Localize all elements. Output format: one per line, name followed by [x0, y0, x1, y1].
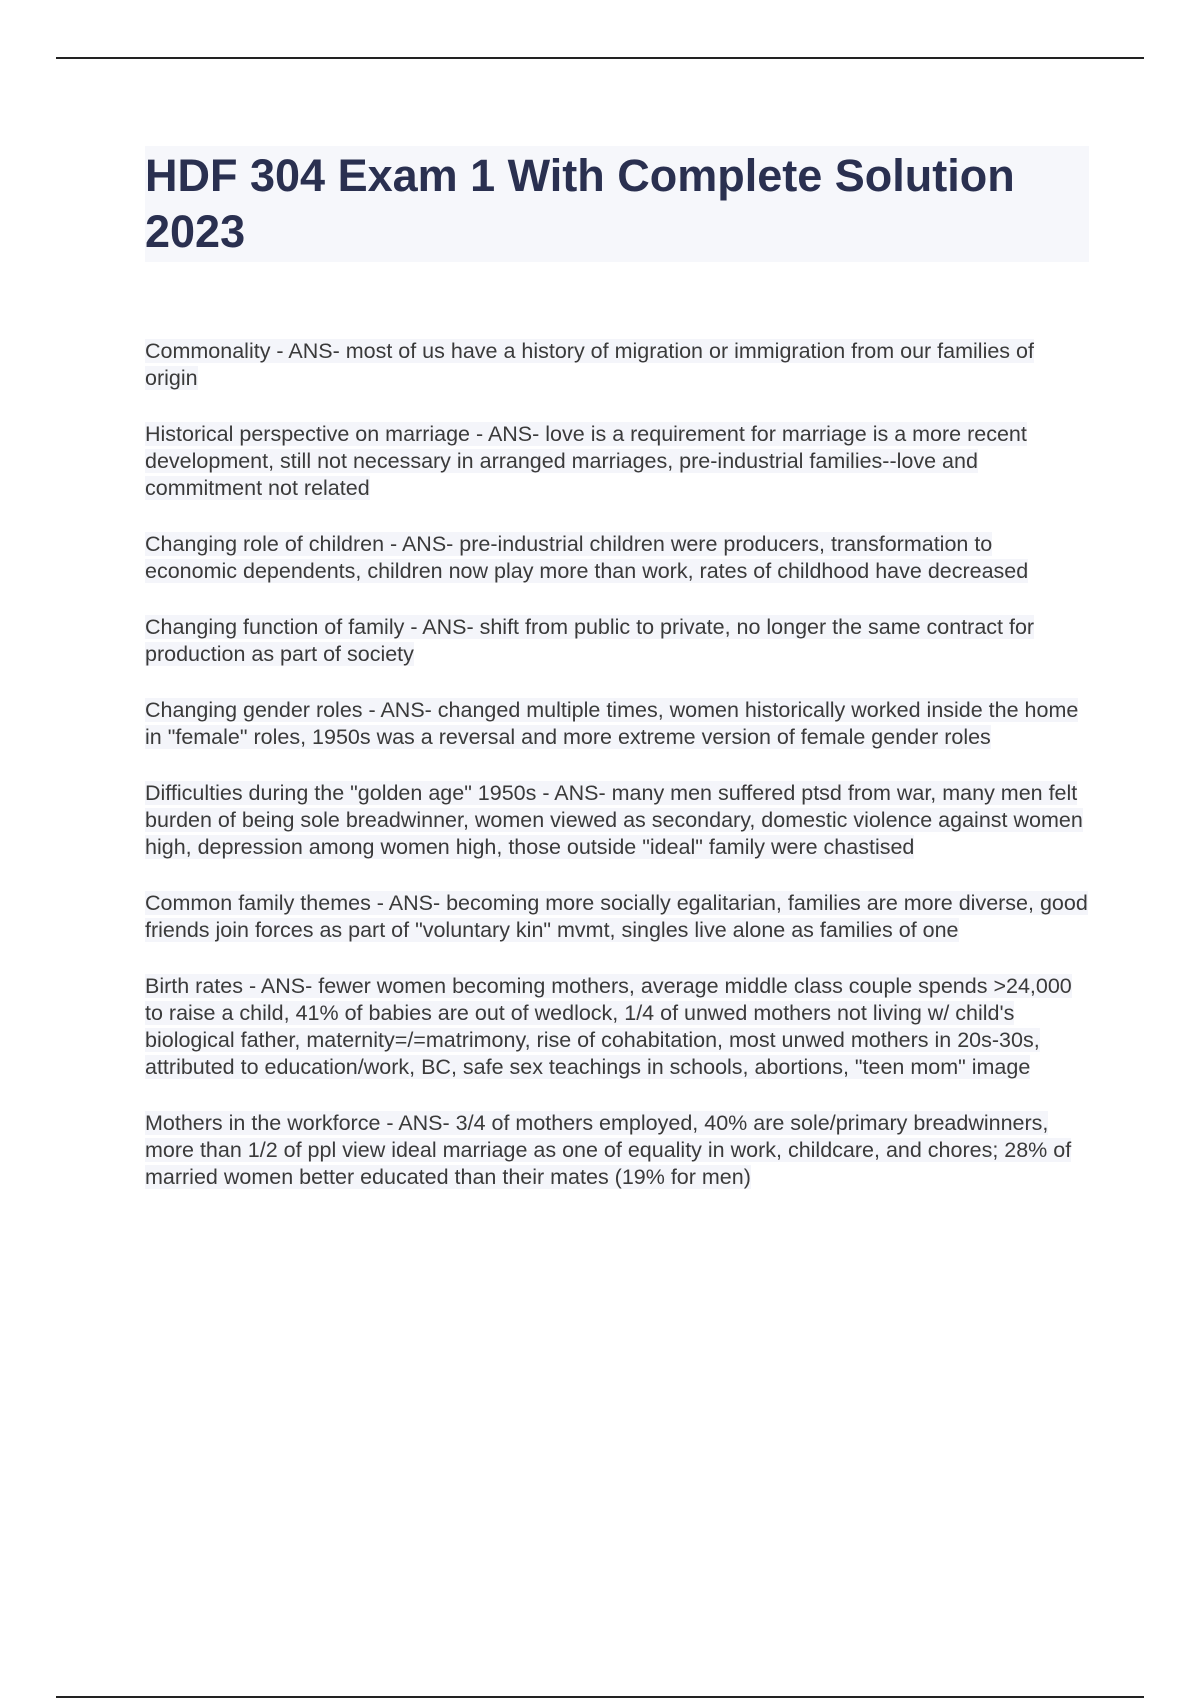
qa-text: Difficulties during the "golden age" 1950s - ANS- many men suffered ptsd from war, many men felt burden of being sole breadwinner, women viewed as secondary, domestic violence against women high, depression among women high, those outside "ideal" family were chastised	[145, 781, 1083, 859]
qa-list	[145, 338, 1090, 1220]
qa-text: Changing role of children - ANS- pre-industrial children were producers, transformation to economic dependents, children now play more than work, rates of childhood have decreased	[145, 532, 1029, 583]
qa-item	[145, 421, 1090, 502]
top-rule	[56, 57, 1144, 59]
qa-item	[145, 780, 1090, 861]
qa-item	[145, 1110, 1090, 1191]
qa-item	[145, 973, 1090, 1081]
qa-item	[145, 614, 1090, 668]
qa-item	[145, 697, 1090, 751]
qa-item	[145, 890, 1090, 944]
qa-text: Changing gender roles - ANS- changed multiple times, women historically worked inside the home in "female" roles, 1950s was a reversal and more extreme version of female gender roles	[145, 698, 1079, 749]
qa-text: Changing function of family - ANS- shift from public to private, no longer the same contract for production as part of society	[145, 615, 1035, 666]
qa-text: Common family themes - ANS- becoming more socially egalitarian, families are more diverse, good friends join forces as part of "voluntary kin" mvmt, singles live alone as families of one	[145, 891, 1088, 942]
qa-text: Historical perspective on marriage - ANS- love is a requirement for marriage is a more recent development, still not necessary in arranged marriages, pre-industrial families--love and commitment not related	[145, 422, 1027, 500]
qa-item	[145, 338, 1090, 392]
qa-text: Birth rates - ANS- fewer women becoming mothers, average middle class couple spends >24,000 to raise a child, 41% of babies are out of wedlock, 1/4 of unwed mothers not living w/ child's biological father, maternity=/=matrimony, rise of cohabitation, most unwed mothers in 20s-30s, attributed to education/work, BC, safe sex teachings in schools, abortions, "teen mom" image	[145, 974, 1072, 1079]
bottom-rule	[56, 1696, 1144, 1698]
qa-item	[145, 531, 1090, 585]
qa-text: Commonality - ANS- most of us have a history of migration or immigration from our families of origin	[145, 339, 1034, 390]
page-title: HDF 304 Exam 1 With Complete Solution 2023	[145, 150, 1015, 257]
qa-text: Mothers in the workforce - ANS- 3/4 of mothers employed, 40% are sole/primary breadwinners, more than 1/2 of ppl view ideal marriage as one of equality in work, childcare, and chores; 28% of married women better educated than their mates (19% for men)	[145, 1111, 1072, 1189]
title-block	[145, 146, 1089, 262]
